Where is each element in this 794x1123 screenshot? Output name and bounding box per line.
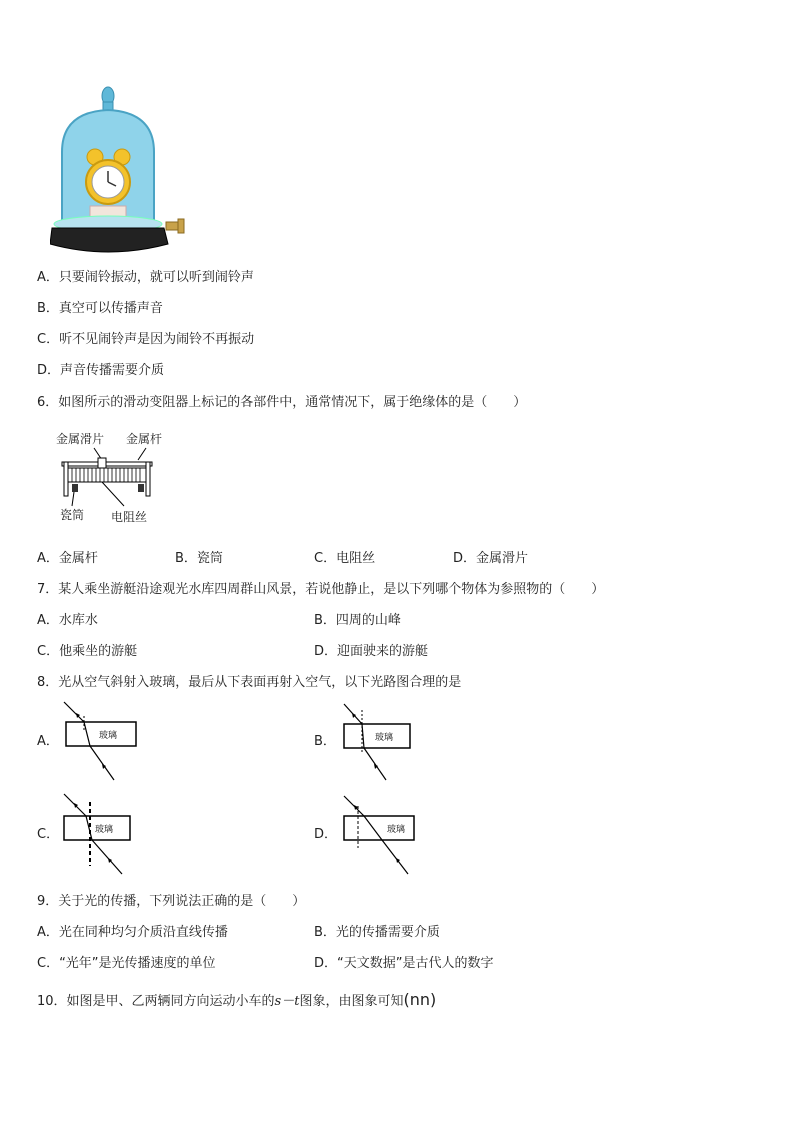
glass-label: 玻璃 xyxy=(374,733,394,743)
q5-option-b: B．真空可以传播声音 xyxy=(37,301,163,316)
q6-option-b: B．瓷筒 xyxy=(175,551,223,566)
q6-stem: 6．如图所示的滑动变阻器上标记的各部件中，通常情况下，属于绝缘体的是（ ） xyxy=(37,395,527,410)
q10-stem-suffix: 图象，由图象可知 xyxy=(299,994,404,1009)
q10-stem-math: s－t xyxy=(274,994,300,1009)
q9-option-c: C．“光年”是光传播速度的单位 xyxy=(37,956,216,971)
glass-label: 玻璃 xyxy=(94,825,114,835)
q6-option-d: D．金属滑片 xyxy=(453,551,529,566)
q8-option-c-letter: C． xyxy=(37,827,60,842)
q9-option-b: B．光的传播需要介质 xyxy=(314,925,440,940)
bell-jar-figure xyxy=(50,82,190,260)
q7-option-a: A．水库水 xyxy=(37,613,98,628)
q7-option-d: D．迎面驶来的游艇 xyxy=(314,644,429,659)
q8-diagram-c xyxy=(60,790,136,880)
q9-stem: 9．关于光的传播，下列说法正确的是（ ） xyxy=(37,894,306,909)
q10-stem-prefix: 10．如图是甲、乙两辆同方向运动小车的 xyxy=(37,994,275,1009)
q8-option-b-letter: B． xyxy=(314,734,336,749)
q5-option-d: D．声音传播需要介质 xyxy=(37,363,165,378)
q7-option-c: C．他乘坐的游艇 xyxy=(37,644,138,659)
q8-diagram-d xyxy=(338,792,420,878)
q8-diagram-b xyxy=(338,700,414,784)
q9-option-a: A．光在同种均匀介质沿直线传播 xyxy=(37,925,228,940)
label-ceramic-tube: 瓷筒 xyxy=(60,508,85,522)
q8-option-d-letter: D． xyxy=(314,827,338,842)
q8-stem: 8．光从空气斜射入玻璃，最后从下表面再射入空气，以下光路图合理的是 xyxy=(37,675,462,690)
q10-stem xyxy=(37,991,436,1011)
glass-label: 玻璃 xyxy=(98,731,118,741)
q10-stem-end: (nn) xyxy=(403,990,437,1009)
q5-option-c: C．听不见闹铃声是因为闹铃不再振动 xyxy=(37,332,255,347)
q6-option-a: A．金属杆 xyxy=(37,551,98,566)
rheostat-drawing xyxy=(52,428,172,528)
label-metal-rod: 金属杆 xyxy=(126,432,163,446)
q9-option-d: D．“天文数据”是古代人的数字 xyxy=(314,956,494,971)
q7-stem: 7．某人乘坐游艇沿途观光水库四周群山风景，若说他静止，是以下列哪个物体为参照物的（ ） xyxy=(37,582,605,597)
label-metal-slider: 金属滑片 xyxy=(56,432,105,446)
label-resistance-wire: 电阻丝 xyxy=(111,510,148,524)
q5-option-a: A．只要闹铃振动，就可以听到闹铃声 xyxy=(37,270,254,285)
q8-diagram-a xyxy=(60,698,140,786)
q6-option-c: C．电阻丝 xyxy=(314,551,376,566)
glass-label: 玻璃 xyxy=(386,825,406,835)
q8-option-a-letter: A． xyxy=(37,734,59,749)
q7-option-b: B．四周的山峰 xyxy=(314,613,401,628)
rheostat-figure xyxy=(52,428,172,528)
